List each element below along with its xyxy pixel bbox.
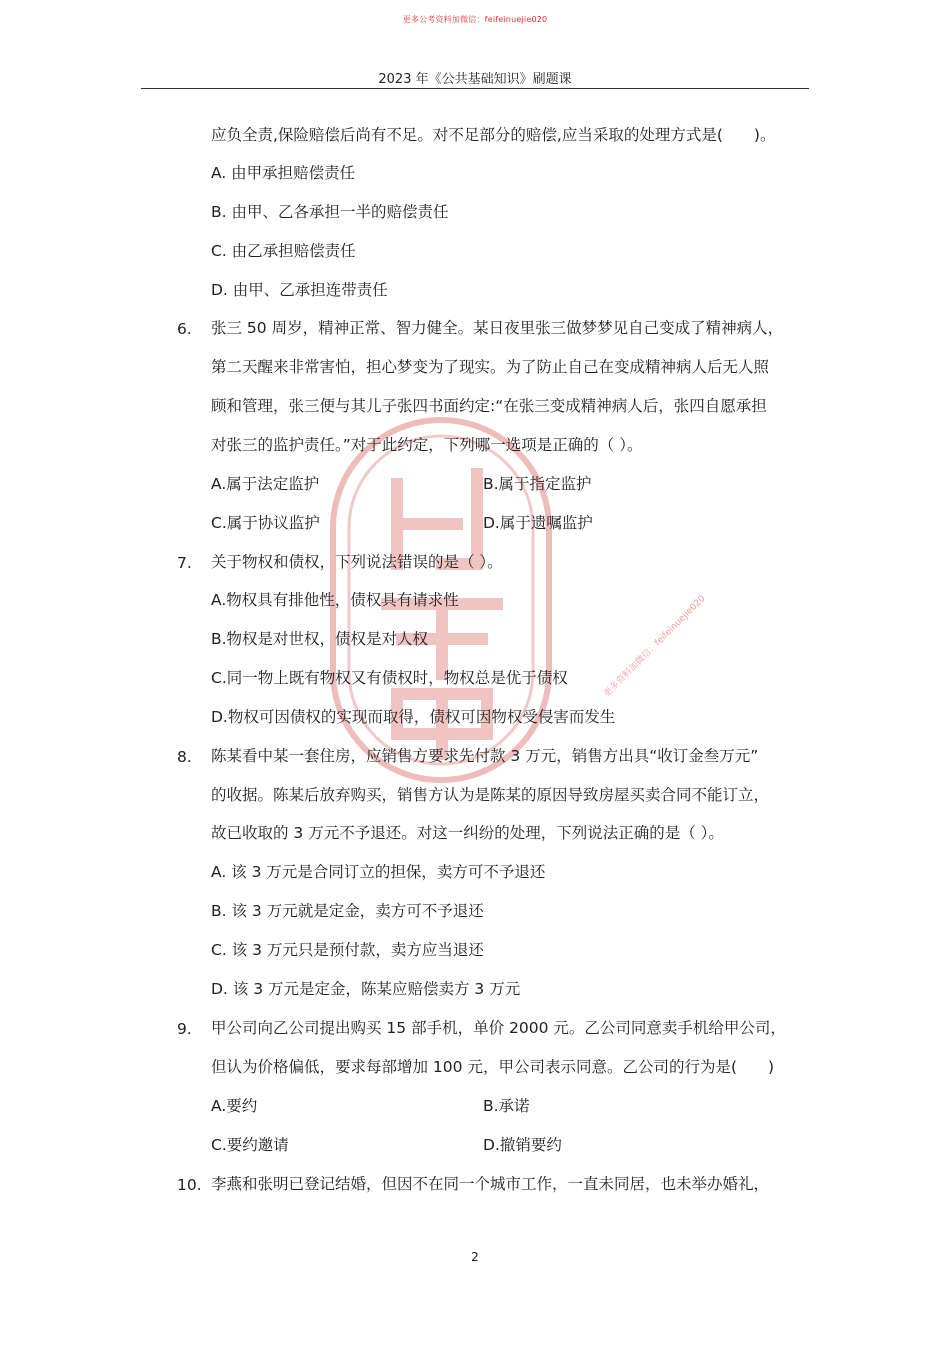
q6-option-d: D.属于遗嘱监护 <box>483 514 593 532</box>
q10-line-1: 李燕和张明已登记结婚，但因不在同一个城市工作，一直未同居，也未举办婚礼， <box>211 1175 770 1193</box>
q7-number: 7. <box>177 554 192 572</box>
q7-option-d: D.物权可因债权的实现而取得，债权可因物权受侵害而发生 <box>211 708 616 726</box>
q6-option-a: A.属于法定监护 <box>211 475 320 493</box>
q9-line-1: 甲公司向乙公司提出购买 15 部手机，单价 2000 元。乙公司同意卖手机给甲公司， <box>211 1019 786 1037</box>
q9-option-d: D.撤销要约 <box>483 1136 562 1154</box>
q7-line-1: 关于物权和债权，下列说法错误的是（ ）。 <box>211 553 503 571</box>
q8-line-3: 故已收取的 3 万元不予退还。对这一纠纷的处理，下列说法正确的是（ ）。 <box>211 824 724 842</box>
q7-option-c: C.同一物上既有物权又有债权时，物权总是优于债权 <box>211 669 568 687</box>
q8-option-a: A. 该 3 万元是合同订立的担保，卖方可不予退还 <box>211 863 546 881</box>
q10-number: 10. <box>177 1176 202 1194</box>
q5-tail-line: 应负全责,保险赔偿后尚有不足。对不足部分的赔偿,应当采取的处理方式是( )。 <box>211 126 776 144</box>
page-number: 2 <box>471 1250 479 1264</box>
q6-option-c: C.属于协议监护 <box>211 514 320 532</box>
q8-option-d: D. 该 3 万元是定金，陈某应赔偿卖方 3 万元 <box>211 980 521 998</box>
q5-option-d: D. 由甲、乙承担连带责任 <box>211 281 388 299</box>
q6-line-4: 对张三的监护责任。”对于此约定，下列哪一选项是正确的（ ）。 <box>211 436 643 454</box>
q5-option-c: C. 由乙承担赔偿责任 <box>211 242 356 260</box>
top-watermark-note: 更多公考资料加微信：feifeinuejie020 <box>402 15 548 24</box>
q9-line-2: 但认为价格偏低，要求每部增加 100 元，甲公司表示同意。乙公司的行为是( ) <box>211 1058 775 1076</box>
q6-line-3: 顾和管理，张三便与其儿子张四书面约定:“在张三变成精神病人后，张四自愿承担 <box>211 397 767 415</box>
q8-line-2: 的收据。陈某后放弃购买，销售方认为是陈某的原因导致房屋买卖合同不能订立， <box>211 786 770 804</box>
q6-option-b: B.属于指定监护 <box>483 475 592 493</box>
q8-option-b: B. 该 3 万元就是定金，卖方可不予退还 <box>211 902 484 920</box>
q6-line-1: 张三 50 周岁，精神正常、智力健全。某日夜里张三做梦梦见自己变成了精神病人， <box>211 319 784 337</box>
page-header-title: 2023 年《公共基础知识》刷题课 <box>378 72 572 87</box>
q8-option-c: C. 该 3 万元只是预付款，卖方应当退还 <box>211 941 484 959</box>
q6-number: 6. <box>177 320 192 338</box>
q8-number: 8. <box>177 748 192 766</box>
q6-line-2: 第二天醒来非常害怕，担心梦变为了现实。为了防止自己在变成精神病人后无人照 <box>211 358 770 376</box>
q8-line-1: 陈某看中某一套住房，应销售方要求先付款 3 万元，销售方出具“收订金叁万元” <box>211 747 759 765</box>
diagonal-watermark-text: 更多资料加微信：feifeinuejie020 <box>602 593 708 700</box>
q9-option-b: B.承诺 <box>483 1097 530 1115</box>
q7-option-b: B.物权是对世权，债权是对人权 <box>211 630 429 648</box>
q5-option-b: B. 由甲、乙各承担一半的赔偿责任 <box>211 203 449 221</box>
q7-option-a: A.物权具有排他性，债权具有请求性 <box>211 591 459 609</box>
header-divider <box>141 88 809 89</box>
q9-option-c: C.要约邀请 <box>211 1136 289 1154</box>
q9-number: 9. <box>177 1020 192 1038</box>
q5-option-a: A. 由甲承担赔偿责任 <box>211 164 356 182</box>
q9-option-a: A.要约 <box>211 1097 258 1115</box>
